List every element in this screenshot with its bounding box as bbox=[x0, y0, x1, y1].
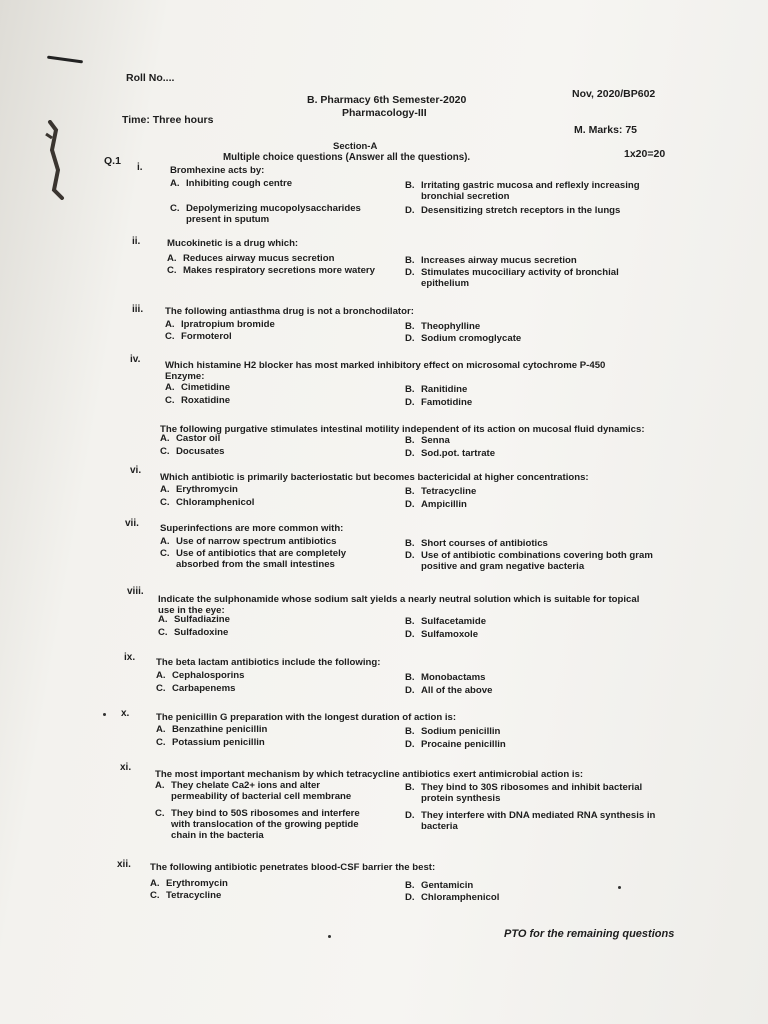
option-text: Reduces airway mucus secretion bbox=[183, 253, 335, 264]
option-letter: C. bbox=[155, 808, 165, 819]
option-d bbox=[405, 629, 478, 640]
question-stem bbox=[160, 472, 589, 483]
option-text: Irritating gastric mucosa and reflexly increasing bronchial secretion bbox=[421, 180, 640, 202]
option-a bbox=[155, 780, 351, 802]
option-c bbox=[160, 497, 254, 508]
option-letter: D. bbox=[405, 267, 415, 278]
option-d bbox=[405, 397, 472, 408]
question-number: xii. bbox=[117, 859, 131, 870]
option-b bbox=[405, 255, 577, 266]
option-letter: B. bbox=[405, 321, 415, 332]
option-text: Ampicillin bbox=[421, 499, 467, 510]
question-stem-line: Which antibiotic is primarily bacteriostatic but becomes bactericidal at higher concentrations: bbox=[160, 472, 589, 483]
option-letter: A. bbox=[170, 178, 180, 189]
option-c bbox=[155, 808, 360, 841]
option-letter: B. bbox=[405, 538, 415, 549]
option-text: Famotidine bbox=[421, 397, 473, 408]
option-letter: D. bbox=[405, 550, 415, 561]
option-text: Senna bbox=[421, 435, 450, 446]
option-letter: C. bbox=[150, 890, 160, 901]
roll-no: Roll No.... bbox=[126, 72, 175, 84]
option-letter: D. bbox=[405, 739, 415, 750]
option-text: Formoterol bbox=[181, 331, 232, 342]
option-text: Potassium penicillin bbox=[172, 737, 265, 748]
question-number: x. bbox=[121, 708, 130, 719]
option-letter: B. bbox=[405, 726, 415, 737]
subject-title: Pharmacology-III bbox=[342, 107, 427, 119]
option-letter: D. bbox=[405, 397, 415, 408]
option-letter: B. bbox=[405, 880, 415, 891]
option-letter: A. bbox=[155, 780, 165, 791]
question-stem-line: The following antiasthma drug is not a bronchodilator: bbox=[165, 306, 414, 317]
question-stem-line: The beta lactam antibiotics include the following: bbox=[156, 657, 381, 668]
option-text: Tetracycline bbox=[166, 890, 222, 901]
question-stem bbox=[165, 306, 414, 317]
question-stem-line: Enzyme: bbox=[165, 371, 205, 382]
option-text: Sod.pot. tartrate bbox=[421, 448, 496, 459]
option-text: They interfere with DNA mediated RNA synthesis in bacteria bbox=[421, 810, 656, 832]
option-b bbox=[405, 384, 467, 395]
option-letter: A. bbox=[165, 382, 175, 393]
option-text: Use of narrow spectrum antibiotics bbox=[176, 536, 337, 547]
option-d bbox=[405, 892, 499, 903]
question-stem-line: The following purgative stimulates intestinal motility independent of its action on mucosal fluid dynamics: bbox=[160, 424, 645, 435]
time-allowed: Time: Three hours bbox=[122, 114, 214, 126]
option-text: Tetracycline bbox=[421, 486, 477, 497]
question-number: vii. bbox=[125, 518, 139, 529]
option-letter: A. bbox=[165, 319, 175, 330]
option-text: Monobactams bbox=[421, 672, 486, 683]
instructions: Multiple choice questions (Answer all the questions). bbox=[223, 152, 471, 163]
option-a bbox=[165, 382, 230, 393]
option-letter: A. bbox=[158, 614, 168, 625]
option-b bbox=[405, 726, 500, 737]
option-letter: B. bbox=[405, 486, 415, 497]
option-text: Inhibiting cough centre bbox=[186, 178, 293, 189]
option-a bbox=[160, 536, 336, 547]
option-text: Sulfamoxole bbox=[421, 629, 479, 640]
speck bbox=[328, 935, 331, 938]
option-text: Sodium penicillin bbox=[421, 726, 501, 737]
question-stem-line: Bromhexine acts by: bbox=[170, 165, 265, 176]
option-letter: D. bbox=[405, 205, 415, 216]
staple-mark bbox=[38, 120, 68, 200]
option-b bbox=[405, 486, 476, 497]
option-letter: C. bbox=[156, 683, 166, 694]
question-number: i. bbox=[137, 162, 143, 173]
question-label: Q.1 bbox=[104, 155, 121, 167]
option-text: Chloramphenicol bbox=[421, 892, 500, 903]
option-b bbox=[405, 435, 450, 446]
option-text: Increases airway mucus secretion bbox=[421, 255, 577, 266]
question-stem bbox=[156, 657, 380, 668]
option-a bbox=[156, 670, 245, 681]
option-letter: B. bbox=[405, 616, 415, 627]
option-a bbox=[158, 614, 230, 625]
option-text: All of the above bbox=[421, 685, 493, 696]
option-text: Procaine penicillin bbox=[421, 739, 506, 750]
option-text: Use of antibiotic combinations covering both gram positive and gram negative bacteria bbox=[421, 550, 653, 572]
option-letter: C. bbox=[165, 395, 175, 406]
option-letter: B. bbox=[405, 435, 415, 446]
option-text: Erythromycin bbox=[176, 484, 238, 495]
option-b bbox=[405, 180, 640, 202]
option-text: Sodium cromoglycate bbox=[421, 333, 522, 344]
option-d bbox=[405, 205, 620, 216]
option-a bbox=[170, 178, 292, 189]
option-letter: D. bbox=[405, 333, 415, 344]
option-letter: D. bbox=[405, 499, 415, 510]
option-letter: B. bbox=[405, 782, 415, 793]
option-letter: C. bbox=[165, 331, 175, 342]
option-d bbox=[405, 499, 467, 510]
question-number: viii. bbox=[127, 586, 144, 597]
question-number: iii. bbox=[132, 304, 144, 315]
option-c bbox=[167, 265, 375, 276]
option-d bbox=[405, 739, 506, 750]
option-d bbox=[405, 448, 495, 459]
question-number: iv. bbox=[130, 354, 141, 365]
option-text: Depolymerizing mucopolysaccharides present in sputum bbox=[186, 203, 361, 225]
question-stem bbox=[150, 862, 435, 873]
question-stem-line: The following antibiotic penetrates blood-CSF barrier the best: bbox=[150, 862, 436, 873]
question-number: vi. bbox=[130, 465, 142, 476]
option-letter: A. bbox=[160, 536, 170, 547]
option-c bbox=[156, 683, 235, 694]
option-text: They bind to 30S ribosomes and inhibit bacterial protein synthesis bbox=[421, 782, 643, 804]
option-text: Roxatidine bbox=[181, 395, 231, 406]
option-a bbox=[165, 319, 275, 330]
option-b bbox=[405, 880, 473, 891]
option-letter: A. bbox=[156, 724, 166, 735]
option-d bbox=[405, 685, 492, 696]
option-letter: B. bbox=[405, 255, 415, 266]
question-stem bbox=[160, 424, 645, 435]
option-text: Ranitidine bbox=[421, 384, 468, 395]
option-c bbox=[160, 548, 346, 570]
option-text: They bind to 50S ribosomes and interfere with translocation of the growing peptide chain in the bacteria bbox=[171, 808, 360, 841]
footer-note: PTO for the remaining questions bbox=[504, 928, 675, 940]
question-stem-line: Superinfections are more common with: bbox=[160, 523, 344, 534]
option-a bbox=[167, 253, 334, 264]
option-d bbox=[405, 267, 619, 289]
option-c bbox=[156, 737, 265, 748]
option-c bbox=[165, 395, 230, 406]
option-letter: D. bbox=[405, 629, 415, 640]
option-letter: D. bbox=[405, 448, 415, 459]
question-number: ix. bbox=[124, 652, 136, 663]
option-a bbox=[156, 724, 267, 735]
option-c bbox=[158, 627, 228, 638]
option-letter: B. bbox=[405, 180, 415, 191]
option-text: Desensitizing stretch receptors in the lungs bbox=[421, 205, 621, 216]
option-letter: C. bbox=[160, 548, 170, 559]
option-letter: D. bbox=[405, 685, 415, 696]
question-stem-line: The penicillin G preparation with the longest duration of action is: bbox=[156, 712, 457, 723]
question-stem bbox=[170, 165, 264, 176]
option-letter: C. bbox=[160, 446, 170, 457]
option-c bbox=[170, 203, 361, 225]
option-letter: A. bbox=[167, 253, 177, 264]
option-b bbox=[405, 782, 642, 804]
option-d bbox=[405, 550, 653, 572]
question-stem-line: The most important mechanism by which tetracycline antibiotics exert antimicrobial action is: bbox=[155, 769, 584, 780]
option-b bbox=[405, 616, 486, 627]
question-number: ii. bbox=[132, 236, 141, 247]
option-letter: B. bbox=[405, 672, 415, 683]
option-text: Erythromycin bbox=[166, 878, 228, 889]
option-a bbox=[160, 433, 220, 444]
option-d bbox=[405, 810, 655, 832]
option-a bbox=[160, 484, 238, 495]
exam-code: Nov, 2020/BP602 bbox=[572, 88, 656, 100]
option-c bbox=[165, 331, 232, 342]
option-letter: A. bbox=[156, 670, 166, 681]
option-text: Carbapenems bbox=[172, 683, 236, 694]
option-text: Chloramphenicol bbox=[176, 497, 255, 508]
option-text: Gentamicin bbox=[421, 880, 474, 891]
option-text: Use of antibiotics that are completely absorbed from the small intestines bbox=[176, 548, 347, 570]
option-text: Castor oil bbox=[176, 433, 221, 444]
option-letter: A. bbox=[150, 878, 160, 889]
question-number: xi. bbox=[120, 762, 132, 773]
option-d bbox=[405, 333, 521, 344]
option-text: Ipratropium bromide bbox=[181, 319, 275, 330]
option-text: Sulfacetamide bbox=[421, 616, 487, 627]
option-text: Theophylline bbox=[421, 321, 481, 332]
option-text: Short courses of antibiotics bbox=[421, 538, 548, 549]
option-c bbox=[150, 890, 221, 901]
marks-calculation: 1x20=20 bbox=[624, 148, 666, 160]
question-stem bbox=[165, 360, 605, 382]
question-stem bbox=[160, 523, 343, 534]
question-stem bbox=[155, 769, 583, 780]
option-letter: C. bbox=[160, 497, 170, 508]
question-stem-line: use in the eye: bbox=[158, 605, 225, 616]
option-letter: A. bbox=[160, 433, 170, 444]
option-text: Cimetidine bbox=[181, 382, 231, 393]
option-a bbox=[150, 878, 228, 889]
option-b bbox=[405, 672, 486, 683]
speck bbox=[103, 713, 106, 716]
option-letter: A. bbox=[160, 484, 170, 495]
question-stem-line: Indicate the sulphonamide whose sodium salt yields a nearly neutral solution which is suitable for topical bbox=[158, 594, 640, 605]
option-text: Sulfadoxine bbox=[174, 627, 229, 638]
option-b bbox=[405, 538, 548, 549]
section-title: Section-A bbox=[333, 141, 378, 152]
option-text: Makes respiratory secretions more watery bbox=[183, 265, 375, 276]
option-c bbox=[160, 446, 225, 457]
option-letter: C. bbox=[170, 203, 180, 214]
option-letter: C. bbox=[167, 265, 177, 276]
option-b bbox=[405, 321, 480, 332]
option-letter: C. bbox=[156, 737, 166, 748]
question-stem-line: Which histamine H2 blocker has most marked inhibitory effect on microsomal cytochrome P-450 bbox=[165, 360, 606, 371]
option-text: Sulfadiazine bbox=[174, 614, 230, 625]
course-title: B. Pharmacy 6th Semester-2020 bbox=[307, 94, 467, 106]
option-letter: D. bbox=[405, 810, 415, 821]
option-letter: D. bbox=[405, 892, 415, 903]
max-marks: M. Marks: 75 bbox=[574, 124, 638, 136]
option-text: Cephalosporins bbox=[172, 670, 245, 681]
question-stem bbox=[167, 238, 298, 249]
option-letter: C. bbox=[158, 627, 168, 638]
option-letter: B. bbox=[405, 384, 415, 395]
option-text: Stimulates mucociliary activity of bronchial epithelium bbox=[421, 267, 619, 289]
question-stem-line: Mucokinetic is a drug which: bbox=[167, 238, 299, 249]
question-stem bbox=[158, 594, 639, 616]
option-text: Benzathine penicillin bbox=[172, 724, 268, 735]
option-text: They chelate Ca2+ ions and alter permeability of bacterial cell membrane bbox=[171, 780, 352, 802]
question-stem bbox=[156, 712, 456, 723]
option-text: Docusates bbox=[176, 446, 225, 457]
speck bbox=[618, 886, 621, 889]
